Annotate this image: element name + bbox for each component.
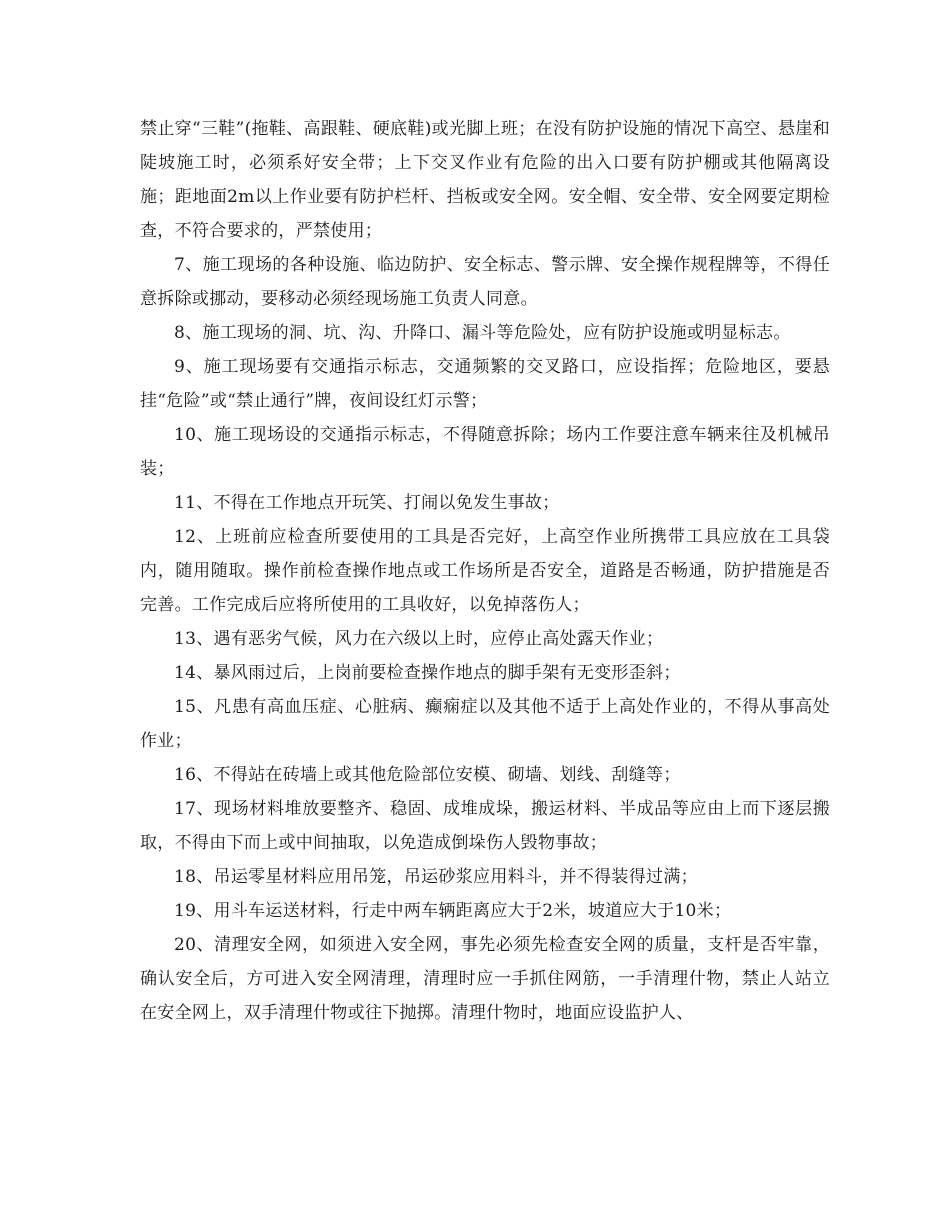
paragraph-item-11: 11、不得在工作地点开玩笑、打闹以免发生事故； [174,493,560,513]
paragraph-item-12: 12、上班前应检查所要使用的工具是否完好，上高空作业所携带工具应放在工具袋内，随用随取。操作前检查操作地点或工作场所是否安全，道路是否畅通，防护措施是否完善。工作完成后应将所使用的工具收好，以免掉落伤人； [140,527,830,615]
paragraph-item-13: 13、遇有恶劣气候，风力在六级以上时，应停止高处露天作业； [174,629,664,649]
document-body [140,112,830,1030]
paragraph-item-19: 19、用斗车运送材料，行走中两车辆距离应大于2米，坡道应大于10米； [174,901,732,921]
paragraph-item-14: 14、暴风雨过后，上岗前要检查操作地点的脚手架有无变形歪斜； [174,663,681,683]
paragraph-continuation: 禁止穿“三鞋”(拖鞋、高跟鞋、硬底鞋)或光脚上班；在没有防护设施的情况下高空、悬崖和陡坡施工时，必须系好安全带；上下交叉作业有危险的出入口要有防护棚或其他隔离设施；距地面2m以上作业要有防护栏杆、挡板或安全网。安全帽、安全带、安全网要定期检查，不符合要求的，严禁使用； [140,119,830,241]
paragraph-item-20: 20、清理安全网，如须进入安全网，事先必须先检查安全网的质量，支杆是否牢靠，确认安全后，方可进入安全网清理，清理时应一手抓住网筋，一手清理什物，禁止人站立在安全网上，双手清理什物或往下抛掷。清理什物时，地面应设监护人、 [140,935,830,1023]
paragraph-item-8: 8、施工现场的洞、坑、沟、升降口、漏斗等危险处，应有防护设施或明显标志。 [174,323,791,343]
paragraph-item-7: 7、施工现场的各种设施、临边防护、安全标志、警示牌、安全操作规程牌等，不得任意拆除或挪动，要移动必须经现场施工负责人同意。 [140,255,830,309]
paragraph-item-18: 18、吊运零星材料应用吊笼，吊运砂浆应用料斗，并不得装得过满； [174,867,698,887]
paragraph-item-10: 10、施工现场设的交通指示标志，不得随意拆除；场内工作要注意车辆来往及机械吊装； [140,425,830,479]
paragraph-item-15: 15、凡患有高血压症、心脏病、癫痫症以及其他不适于上高处作业的，不得从事高处作业； [140,697,830,751]
paragraph-item-17: 17、现场材料堆放要整齐、稳固、成堆成垛，搬运材料、半成品等应由上而下逐层搬取，不得由下而上或中间抽取，以免造成倒垛伤人毁物事故； [140,799,830,853]
paragraph-item-16: 16、不得站在砖墙上或其他危险部位安模、砌墙、划线、刮缝等； [174,765,681,785]
paragraph-item-9: 9、施工现场要有交通指示标志，交通频繁的交叉路口，应设指挥；危险地区，要悬挂“危险”或“禁止通行”牌，夜间设红灯示警； [140,357,830,411]
